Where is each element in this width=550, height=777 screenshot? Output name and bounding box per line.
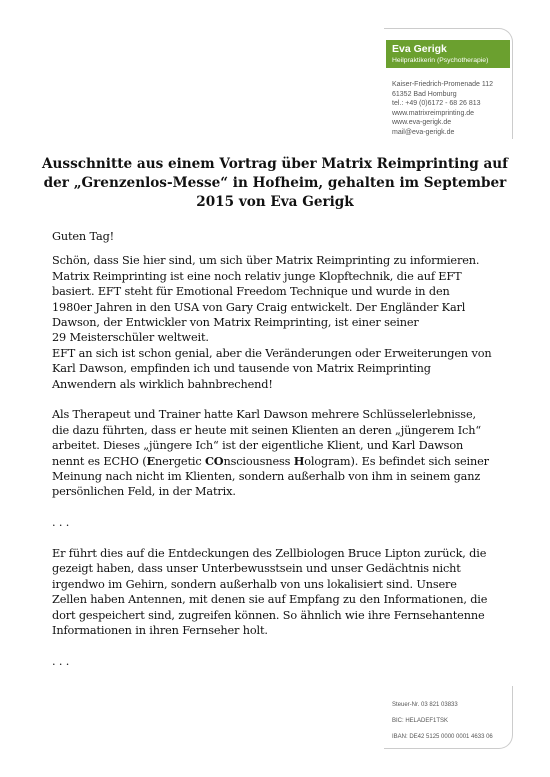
contact-phone: tel.: +49 (0)6172 - 68 26 813: [392, 100, 481, 107]
footer-iban: IBAN: DE42 5125 0000 0001 4633 06: [392, 734, 493, 740]
paragraph-line: EFT an sich ist schon genial, aber die Veränderungen oder Erweiterungen von: [52, 346, 492, 360]
echo-text: nergetic: [154, 454, 205, 468]
paragraph-line: Meinung nach nicht im Klienten, sondern außerhalb von ihm in seinem ganz: [52, 470, 481, 484]
paragraph-line: Als Therapeut und Trainer hatte Karl Dawson mehrere Schlüsselerlebnisse,: [52, 408, 476, 422]
letterhead-contact: [392, 80, 522, 137]
paragraph-line: basiert. EFT steht für Emotional Freedom Technique und wurde in den: [52, 285, 450, 299]
greeting: Guten Tag!: [52, 230, 115, 243]
paragraph-line-echo: [52, 454, 502, 469]
paragraph-line: 1980er Jahren in den USA von Gary Craig entwickelt. Der Engländer Karl: [52, 300, 466, 314]
footer-tax-number: Steuer-Nr. 03 821 03833: [392, 702, 458, 708]
contact-city: 61352 Bad Homburg: [392, 90, 457, 98]
paragraph-line: dort gespeichert sind, zugreifen können. So ähnlich wie ihre Fernsehantenne: [52, 608, 485, 622]
echo-text: nennt es ECHO (: [52, 454, 147, 468]
paragraph-line: arbeitet. Dieses „jüngere Ich“ ist der eigentliche Klient, und Karl Dawson: [52, 439, 464, 453]
paragraph-line: die dazu führten, dass er heute mit seinen Klienten an deren „jüngerem Ich“: [52, 423, 481, 437]
ellipsis: . . .: [52, 654, 70, 668]
paragraph-line: Anwendern als wirklich bahnbrechend!: [52, 377, 273, 391]
echo-letter: E: [146, 453, 155, 468]
letterhead-logo: [386, 40, 510, 68]
title-line: Ausschnitte aus einem Vortrag über Matrix Reimprinting auf: [42, 156, 508, 172]
contact-website-2: www.eva-gerigk.de: [392, 119, 452, 126]
title-line: 2015 von Eva Gerigk: [196, 194, 354, 210]
paragraph-line: persönlichen Feld, in der Matrix.: [52, 485, 236, 499]
letterhead-subtitle: Heilpraktikerin (Psychotherapie): [392, 57, 489, 64]
echo-text: nsciousness: [223, 454, 294, 468]
paragraph-line: Er führt dies auf die Entdeckungen des Zellbiologen Bruce Lipton zurück, die: [52, 547, 487, 561]
title-line: der „Grenzenlos-Messe“ in Hofheim, gehalten im September: [43, 175, 507, 191]
paragraph-line: Dawson, der Entwickler von Matrix Reimprinting, ist einer seiner: [52, 316, 419, 330]
contact-website-1: www.matrixreimprinting.de: [392, 109, 475, 117]
paragraph-line: Matrix Reimprinting ist eine noch relativ junge Klopftechnik, die auf EFT: [52, 269, 462, 283]
paragraph-line: irgendwo im Gehirn, sondern außerhalb von uns lokalisiert sind. Unsere: [52, 577, 457, 591]
paragraph-line: Informationen in ihren Fernseher holt.: [52, 624, 268, 638]
document-body: [52, 229, 502, 669]
paragraph-line: 29 Meisterschüler weltweit.: [52, 331, 209, 345]
contact-email: mail@eva-gerigk.de: [392, 128, 455, 136]
echo-text: ologram). Es befindet sich seiner: [304, 454, 489, 468]
ellipsis: . . .: [52, 516, 70, 530]
document-title: [40, 155, 510, 212]
footer-bic: BIC: HELADEF1TSK: [392, 718, 449, 724]
paragraph-line: gezeigt haben, dass unser Unterbewusstsein und unser Gedächtnis nicht: [52, 562, 461, 576]
letterhead-name: Eva Gerigk: [392, 43, 447, 55]
footer-bank-details: [392, 702, 512, 750]
paragraph-line: Schön, dass Sie hier sind, um sich über Matrix Reimprinting zu informieren.: [52, 254, 480, 268]
echo-letter: H: [293, 453, 305, 468]
contact-street: Kaiser-Friedrich-Promenade 112: [392, 81, 494, 88]
paragraph-line: Karl Dawson, empfinden ich und tausende von Matrix Reimprinting: [52, 362, 431, 376]
paragraph-line: Zellen haben Antennen, mit denen sie auf Empfang zu den Informationen, die: [52, 593, 488, 607]
echo-letter: CO: [204, 453, 224, 468]
